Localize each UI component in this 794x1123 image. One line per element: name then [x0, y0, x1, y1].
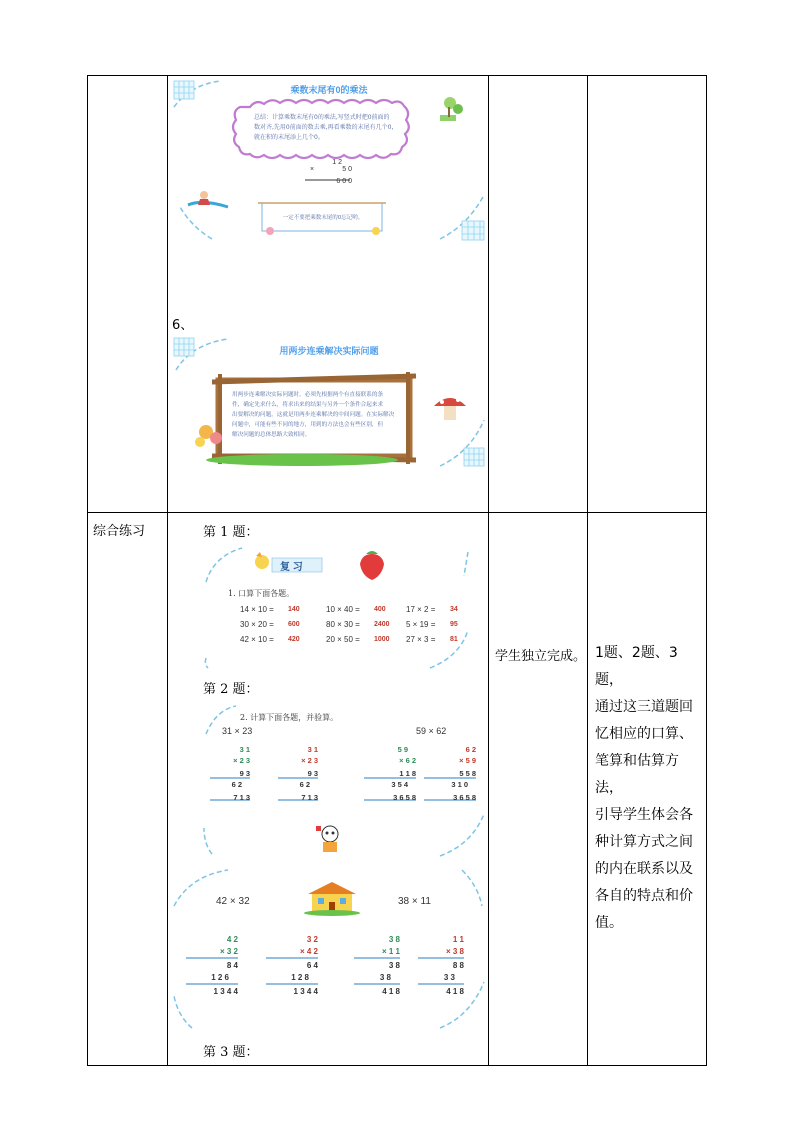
- calc-column-c: [362, 744, 416, 803]
- slide-title: 乘数末尾有0的乘法: [290, 85, 368, 95]
- calc-digit-row: × 5 9: [459, 756, 476, 765]
- calc-right-expr: 59 × 62: [416, 726, 447, 736]
- calc-digit-row: × 6 2: [399, 756, 416, 765]
- question-3-label: 第 3 题：: [203, 1045, 259, 1060]
- calc-digit-row: 6 2: [299, 780, 310, 789]
- calc-digit-row: 4 1 8: [446, 987, 464, 996]
- calc-column-b: [262, 934, 318, 998]
- stage-label: 综合练习: [93, 524, 146, 539]
- summary-line: 数对齐,先用0前面的数去乘,再看乘数的末尾有几个0,: [254, 124, 394, 131]
- problem-answer: 81: [450, 636, 458, 643]
- calc-column-d: [422, 744, 476, 803]
- slide-written-calc-1: [202, 704, 486, 858]
- problem-expr: 17 × 2 =: [406, 605, 436, 614]
- calc-digit-row: 1 3 4 4: [293, 987, 318, 996]
- calc-digit-row: 1 2 6: [211, 973, 229, 982]
- problem-answer: 2400: [374, 621, 390, 628]
- board-line: 解决问题的总体思路大致相同。: [232, 432, 311, 438]
- item-number-6: 6、: [172, 318, 194, 333]
- calc-mul-sign: ×: [310, 166, 315, 173]
- board-text: [232, 390, 402, 440]
- calc-digit-row: 4 2: [226, 935, 238, 944]
- calc-multiplier: 5 0: [342, 166, 352, 173]
- summary-line: 总结：计算乘数末尾有0的乘法,写竖式时把0前面的: [254, 114, 390, 121]
- table-border-bottom: [87, 1065, 707, 1066]
- problem-expr: 20 × 50 =: [326, 635, 360, 644]
- slide-title: 用两步连乘解决实际问题: [279, 346, 379, 356]
- calc-digit-row: × 2 3: [301, 756, 318, 765]
- slide-review: [202, 546, 470, 670]
- calc-digit-row: × 4 2: [299, 947, 318, 956]
- calc-digit-row: × 2 3: [233, 756, 250, 765]
- calc-instruction: 2. 计算下面各题，并验算。: [240, 713, 339, 722]
- calc-result: 6 0 0: [336, 178, 352, 185]
- slide-multiplication-zero: [172, 77, 486, 242]
- calc-column-a: [208, 744, 250, 803]
- calc-digit-row: 3 5 4: [391, 780, 408, 789]
- table-column-divider-2: [488, 75, 489, 1066]
- board-line: 用两步连乘解决实际问题时，必须先根据两个有直接联系的条: [232, 392, 384, 398]
- board-line: 问题中，可能有些不同的地方，用到的方法也会有些区别，但: [232, 422, 384, 428]
- problem-expr: 30 × 20 =: [240, 620, 274, 629]
- summary-text: [254, 113, 426, 143]
- calc-digit-row: 6 4: [306, 961, 318, 970]
- board-line: 件，确定先求什么，将求出来的结果与另外一个条件合起来求: [232, 402, 384, 408]
- calc-digit-row: 3 8: [388, 935, 400, 944]
- vertical-calc: [300, 159, 356, 185]
- calc-column-a: [182, 934, 238, 998]
- calc-column-d: [416, 934, 464, 998]
- table-column-divider-1: [167, 75, 168, 1066]
- problem-expr: 5 × 19 =: [406, 620, 436, 629]
- calc-digit-row: 3 6 5 8: [393, 793, 416, 802]
- problem-answer: 140: [288, 606, 300, 613]
- intent-line: 各自的特点和价: [595, 888, 693, 904]
- problem-answer: 1000: [374, 636, 390, 643]
- calc-digit-row: 3 1 0: [451, 780, 468, 789]
- intent-line: 通过这三道题回: [595, 699, 693, 715]
- review-problems: [240, 602, 468, 647]
- intent-line: 忆相应的口算、: [595, 726, 693, 742]
- calc-digit-row: 3 1: [307, 745, 318, 754]
- calc-digit-row: 3 8: [388, 961, 400, 970]
- intent-line: 种计算方式之间: [595, 834, 693, 850]
- review-banner: 复 习: [280, 562, 303, 573]
- intent-line: 1题、2题、3题，: [595, 645, 678, 688]
- calc-column-c: [352, 934, 400, 998]
- calc-digit-row: 9 3: [239, 769, 250, 778]
- calc-digit-row: 3 8: [379, 973, 391, 982]
- calc-digit-row: 3 1: [239, 745, 250, 754]
- calc-digit-row: 1 3 4 4: [213, 987, 238, 996]
- calc-left-expr: 42 × 32: [216, 896, 250, 907]
- calc-digit-row: 5 9: [397, 745, 408, 754]
- reminder-text: 一定不要把乘数末尾的0忘记哟。: [282, 215, 364, 221]
- calc-left-expr: 31 × 23: [222, 726, 253, 736]
- problem-answer: 420: [288, 636, 300, 643]
- design-intent: [595, 640, 705, 937]
- table-border-left: [87, 75, 88, 1066]
- question-2-label: 第 2 题：: [203, 682, 259, 697]
- summary-line: 就在积的末尾添上几个0。: [254, 134, 324, 141]
- calc-digit-row: 3 3: [443, 973, 455, 982]
- calc-digit-row: 3 6 5 8: [453, 793, 476, 802]
- calc-digit-row: 1 1 8: [399, 769, 416, 778]
- calc-digit-row: × 3 8: [445, 947, 464, 956]
- calc-top: 1 2: [332, 159, 342, 166]
- intent-line: 值。: [595, 915, 623, 931]
- problem-expr: 27 × 3 =: [406, 635, 436, 644]
- intent-line: 的内在联系以及: [595, 861, 693, 877]
- calc-digit-row: 5 5 8: [459, 769, 476, 778]
- problem-answer: 95: [450, 621, 458, 628]
- calc-digit-row: 1 1: [452, 935, 464, 944]
- calc-digit-row: 6 2: [231, 780, 242, 789]
- table-row-divider: [87, 512, 707, 513]
- review-instruction: 1. 口算下面各题。: [228, 589, 295, 598]
- problem-answer: 600: [288, 621, 300, 628]
- slide-written-calc-2: [172, 866, 486, 1030]
- intent-line: 笔算和估算方法，: [595, 753, 679, 796]
- calc-digit-row: 7 1 3: [233, 793, 250, 802]
- calc-digit-row: 1 2 8: [291, 973, 309, 982]
- problem-expr: 80 × 30 =: [326, 620, 360, 629]
- problem-expr: 14 × 10 =: [240, 605, 274, 614]
- calc-digit-row: × 1 1: [381, 947, 400, 956]
- problem-expr: 42 × 10 =: [240, 635, 274, 644]
- intent-line: 引导学生体会各: [595, 807, 693, 823]
- student-activity: 学生独立完成。: [495, 649, 587, 664]
- calc-digit-row: × 3 2: [219, 947, 238, 956]
- calc-digit-row: 8 8: [452, 961, 464, 970]
- table-border-top: [87, 75, 707, 76]
- calc-digit-row: 7 1 3: [301, 793, 318, 802]
- table-column-divider-3: [587, 75, 588, 1066]
- table-border-right: [706, 75, 707, 1066]
- calc-right-expr: 38 × 11: [398, 896, 431, 907]
- question-1-label: 第 1 题：: [203, 525, 259, 540]
- calc-digit-row: 3 2: [306, 935, 318, 944]
- problem-answer: 400: [374, 606, 386, 613]
- board-line: 出要解决的问题。这就是用两步连乘解决的中间问题。在实际解决: [232, 412, 395, 418]
- calc-digit-row: 6 2: [465, 745, 476, 754]
- calc-column-b: [276, 744, 318, 803]
- slide-two-step-multiplication: [172, 336, 486, 468]
- problem-expr: 10 × 40 =: [326, 605, 360, 614]
- calc-digit-row: 8 4: [226, 961, 238, 970]
- problem-answer: 34: [450, 606, 458, 613]
- calc-digit-row: 4 1 8: [382, 987, 400, 996]
- calc-digit-row: 9 3: [307, 769, 318, 778]
